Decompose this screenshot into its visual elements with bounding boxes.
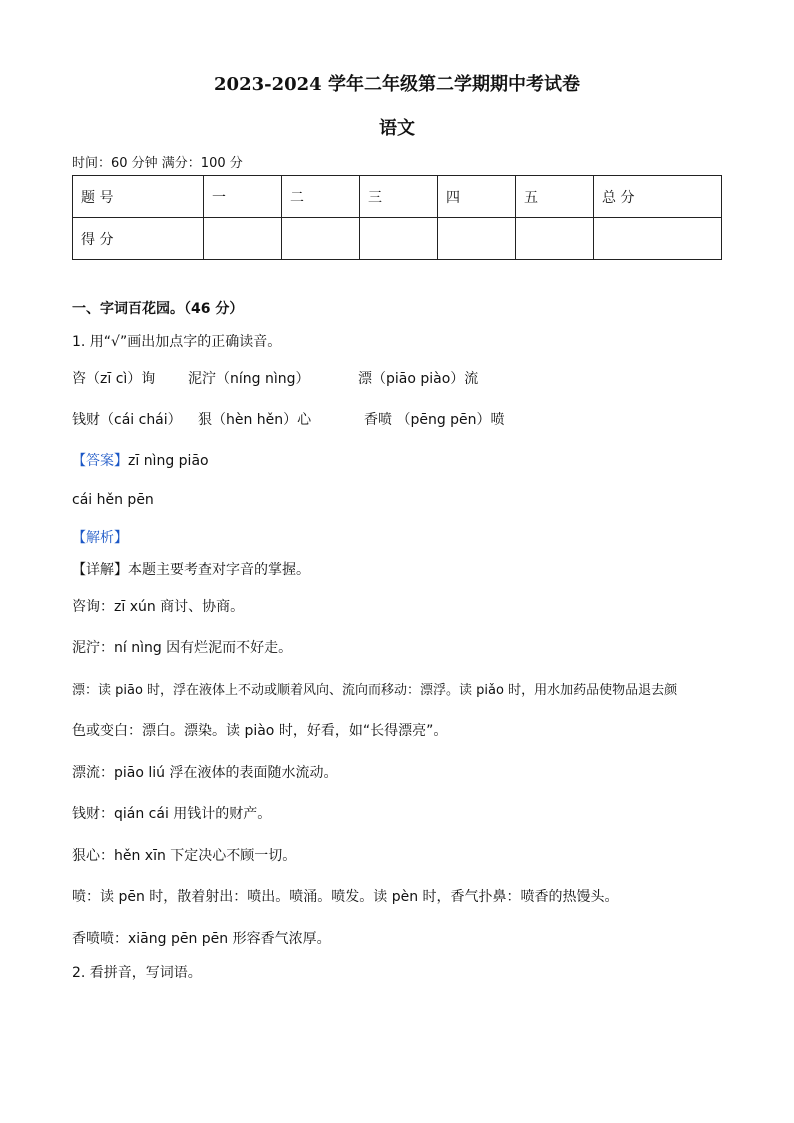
- detail-line: 【详解】本题主要考查对字音的掌握。: [72, 562, 310, 578]
- score-input-cell[interactable]: [282, 218, 360, 260]
- answer-tag: 【答案】: [72, 453, 128, 469]
- table-cell: 五: [516, 176, 594, 218]
- table-cell: 二: [282, 176, 360, 218]
- score-table-header-row: [73, 176, 722, 218]
- explanation-line: 香喷喷：xiāng pēn pēn 形容香气浓厚。: [72, 931, 331, 947]
- explanation-line: 钱财：qián cái 用钱计的财产。: [72, 806, 272, 822]
- explanation-line: 咨询：zī xún 商讨、协商。: [72, 599, 245, 615]
- answer-text: zī nìng piāo: [128, 453, 209, 469]
- score-input-cell[interactable]: [516, 218, 594, 260]
- question-1-prompt: 1. 用“√”画出加点字的正确读音。: [72, 334, 282, 350]
- analysis-tag: 【解析】: [72, 530, 128, 546]
- table-cell: 三: [360, 176, 438, 218]
- explanation-line: 漂：读 piāo 时，浮在液体上不动或顺着风向、流向而移动：漂浮。读 piǎo 时，用水加药品使物品退去颜: [72, 683, 678, 698]
- pinyin-item: 漂（piāo piào）流: [358, 371, 479, 387]
- table-cell: 一: [204, 176, 282, 218]
- exam-time-score-info: 时间：60 分钟 满分：100 分: [72, 156, 243, 171]
- pinyin-item: 咨（zī cì）询: [72, 371, 156, 387]
- answer-line: [72, 450, 209, 470]
- score-table: [72, 175, 722, 260]
- table-cell: 四: [438, 176, 516, 218]
- score-input-cell[interactable]: [594, 218, 722, 260]
- score-input-cell[interactable]: [204, 218, 282, 260]
- pinyin-item: 狠（hèn hěn）心: [198, 412, 312, 428]
- table-cell: 得 分: [73, 218, 204, 260]
- table-cell: 题 号: [73, 176, 204, 218]
- explanation-line: 色或变白：漂白。漂染。读 piào 时，好看，如“长得漂亮”。: [72, 723, 448, 739]
- score-input-cell[interactable]: [360, 218, 438, 260]
- explanation-line: 泥泞：ní nìng 因有烂泥而不好走。: [72, 640, 293, 656]
- subject-title: 语文: [379, 118, 415, 139]
- table-cell: 总 分: [594, 176, 722, 218]
- explanation-line: 狠心：hěn xīn 下定决心不顾一切。: [72, 848, 297, 864]
- explanation-line: 喷：读 pēn 时，散着射出：喷出。喷涌。喷发。读 pèn 时，香气扑鼻：喷香的热馒头。: [72, 889, 619, 905]
- score-input-cell[interactable]: [438, 218, 516, 260]
- answer-text-line-2: cái hěn pēn: [72, 492, 154, 508]
- explanation-line: 漂流：piāo liú 浮在液体的表面随水流动。: [72, 765, 338, 781]
- score-table-score-row: [73, 218, 722, 260]
- exam-title: 2023-2024 学年二年级第二学期期中考试卷: [214, 74, 580, 95]
- pinyin-item: 香喷 （pēng pēn）喷: [364, 412, 505, 428]
- question-2-prompt: 2. 看拼音，写词语。: [72, 965, 202, 981]
- pinyin-item: 钱财（cái chái）: [72, 412, 182, 428]
- pinyin-item: 泥泞（níng nìng）: [188, 371, 310, 387]
- section-heading: 一、字词百花园。（46 分）: [72, 301, 244, 317]
